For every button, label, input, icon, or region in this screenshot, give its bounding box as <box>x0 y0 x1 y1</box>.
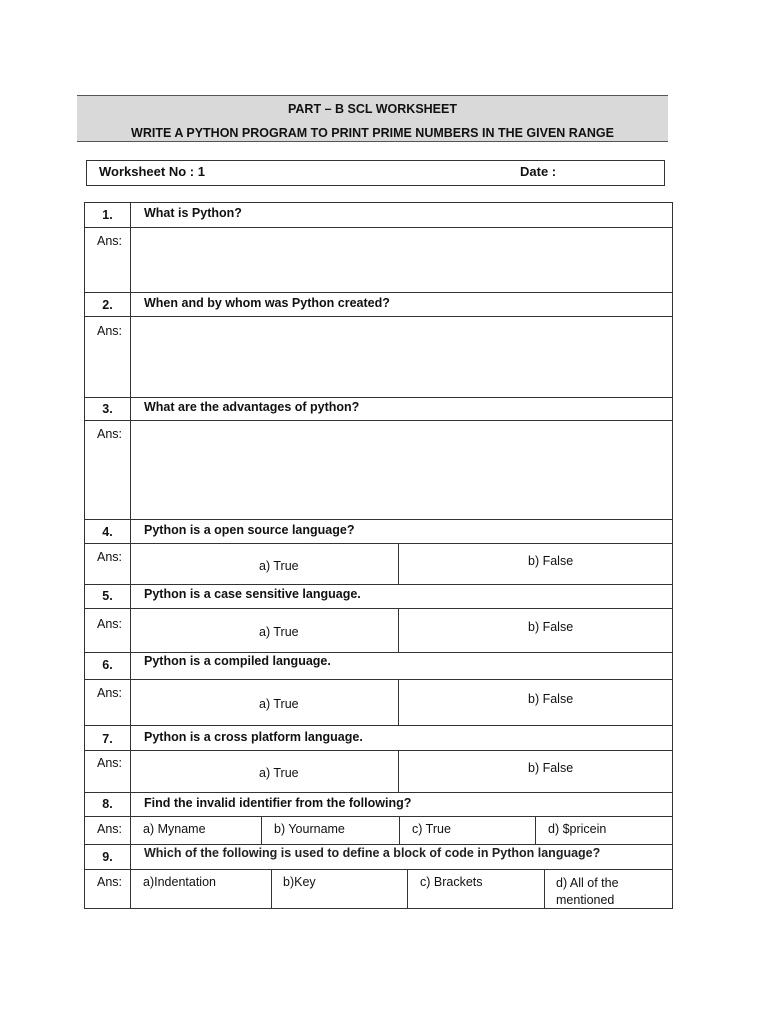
answer-label: Ans: <box>96 324 122 338</box>
row-divider <box>85 543 672 544</box>
answer-label: Ans: <box>96 686 122 700</box>
row-divider <box>85 608 672 609</box>
row-divider <box>85 869 672 870</box>
answer-label: Ans: <box>96 234 122 248</box>
option-false[interactable]: b) False <box>528 554 574 568</box>
option-divider <box>271 869 272 909</box>
question-number: 8. <box>102 797 113 811</box>
worksheet-meta-box <box>86 160 665 186</box>
option-divider <box>544 869 545 909</box>
question-number: 9. <box>102 850 113 864</box>
question-number: 5. <box>102 589 113 603</box>
option-false[interactable]: b) False <box>528 761 574 775</box>
answer-label: Ans: <box>96 617 122 631</box>
option-true[interactable]: a) True <box>259 559 299 573</box>
question-text: What is Python? <box>144 206 242 220</box>
question-number: 3. <box>102 402 113 416</box>
option-c[interactable]: c) Brackets <box>420 875 483 889</box>
question-number: 4. <box>102 525 113 539</box>
option-divider <box>407 869 408 909</box>
option-divider <box>261 816 262 844</box>
question-table <box>84 202 673 909</box>
row-divider <box>85 792 672 793</box>
option-true[interactable]: a) True <box>259 697 299 711</box>
answer-label: Ans: <box>96 756 122 770</box>
answer-label: Ans: <box>96 875 122 889</box>
option-divider <box>398 679 399 725</box>
option-false[interactable]: b) False <box>528 620 574 634</box>
answer-area[interactable] <box>131 228 673 292</box>
option-false[interactable]: b) False <box>528 692 574 706</box>
row-divider <box>85 292 672 293</box>
option-b[interactable]: b) Yourname <box>274 822 345 836</box>
answer-label: Ans: <box>96 550 122 564</box>
worksheet-number: Worksheet No : 1 <box>99 164 205 179</box>
answer-area[interactable] <box>131 317 673 397</box>
option-d[interactable]: d) $pricein <box>548 822 607 836</box>
question-number: 6. <box>102 658 113 672</box>
question-text: Which of the following is used to define a block of code in Python language? <box>144 846 601 860</box>
option-b[interactable]: b)Key <box>283 875 316 889</box>
option-c[interactable]: c) True <box>412 822 451 836</box>
question-text: Python is a cross platform language. <box>144 730 363 744</box>
answer-area[interactable] <box>131 421 673 519</box>
answer-label: Ans: <box>96 427 122 441</box>
header-subtitle: WRITE A PYTHON PROGRAM TO PRINT PRIME NUMBERS IN THE GIVEN RANGE <box>131 126 614 140</box>
row-divider <box>85 679 672 680</box>
row-divider <box>85 397 672 398</box>
option-true[interactable]: a) True <box>259 766 299 780</box>
question-text: Python is a compiled language. <box>144 654 331 668</box>
row-divider <box>85 519 672 520</box>
question-text: Python is a case sensitive language. <box>144 587 361 601</box>
row-divider <box>85 750 672 751</box>
answer-label: Ans: <box>96 822 122 836</box>
question-text: When and by whom was Python created? <box>144 296 390 310</box>
option-divider <box>399 816 400 844</box>
question-number: 7. <box>102 732 113 746</box>
question-text: Python is a open source language? <box>144 523 355 537</box>
option-d[interactable]: d) All of the mentioned <box>556 876 619 907</box>
option-divider <box>535 816 536 844</box>
header-title: PART – B SCL WORKSHEET <box>288 102 457 116</box>
option-a[interactable]: a) Myname <box>143 822 206 836</box>
question-number: 1. <box>102 208 113 222</box>
option-divider <box>398 608 399 652</box>
option-true[interactable]: a) True <box>259 625 299 639</box>
row-divider <box>85 816 672 817</box>
row-divider <box>85 844 672 845</box>
question-text: What are the advantages of python? <box>144 400 360 414</box>
option-a[interactable]: a)Indentation <box>143 875 216 889</box>
row-divider <box>85 584 672 585</box>
question-text: Find the invalid identifier from the following? <box>144 796 412 810</box>
date-label: Date : <box>520 164 557 179</box>
question-number: 2. <box>102 298 113 312</box>
row-divider <box>85 725 672 726</box>
option-divider <box>398 750 399 792</box>
worksheet-header <box>77 95 668 142</box>
row-divider <box>85 652 672 653</box>
option-divider <box>398 543 399 584</box>
